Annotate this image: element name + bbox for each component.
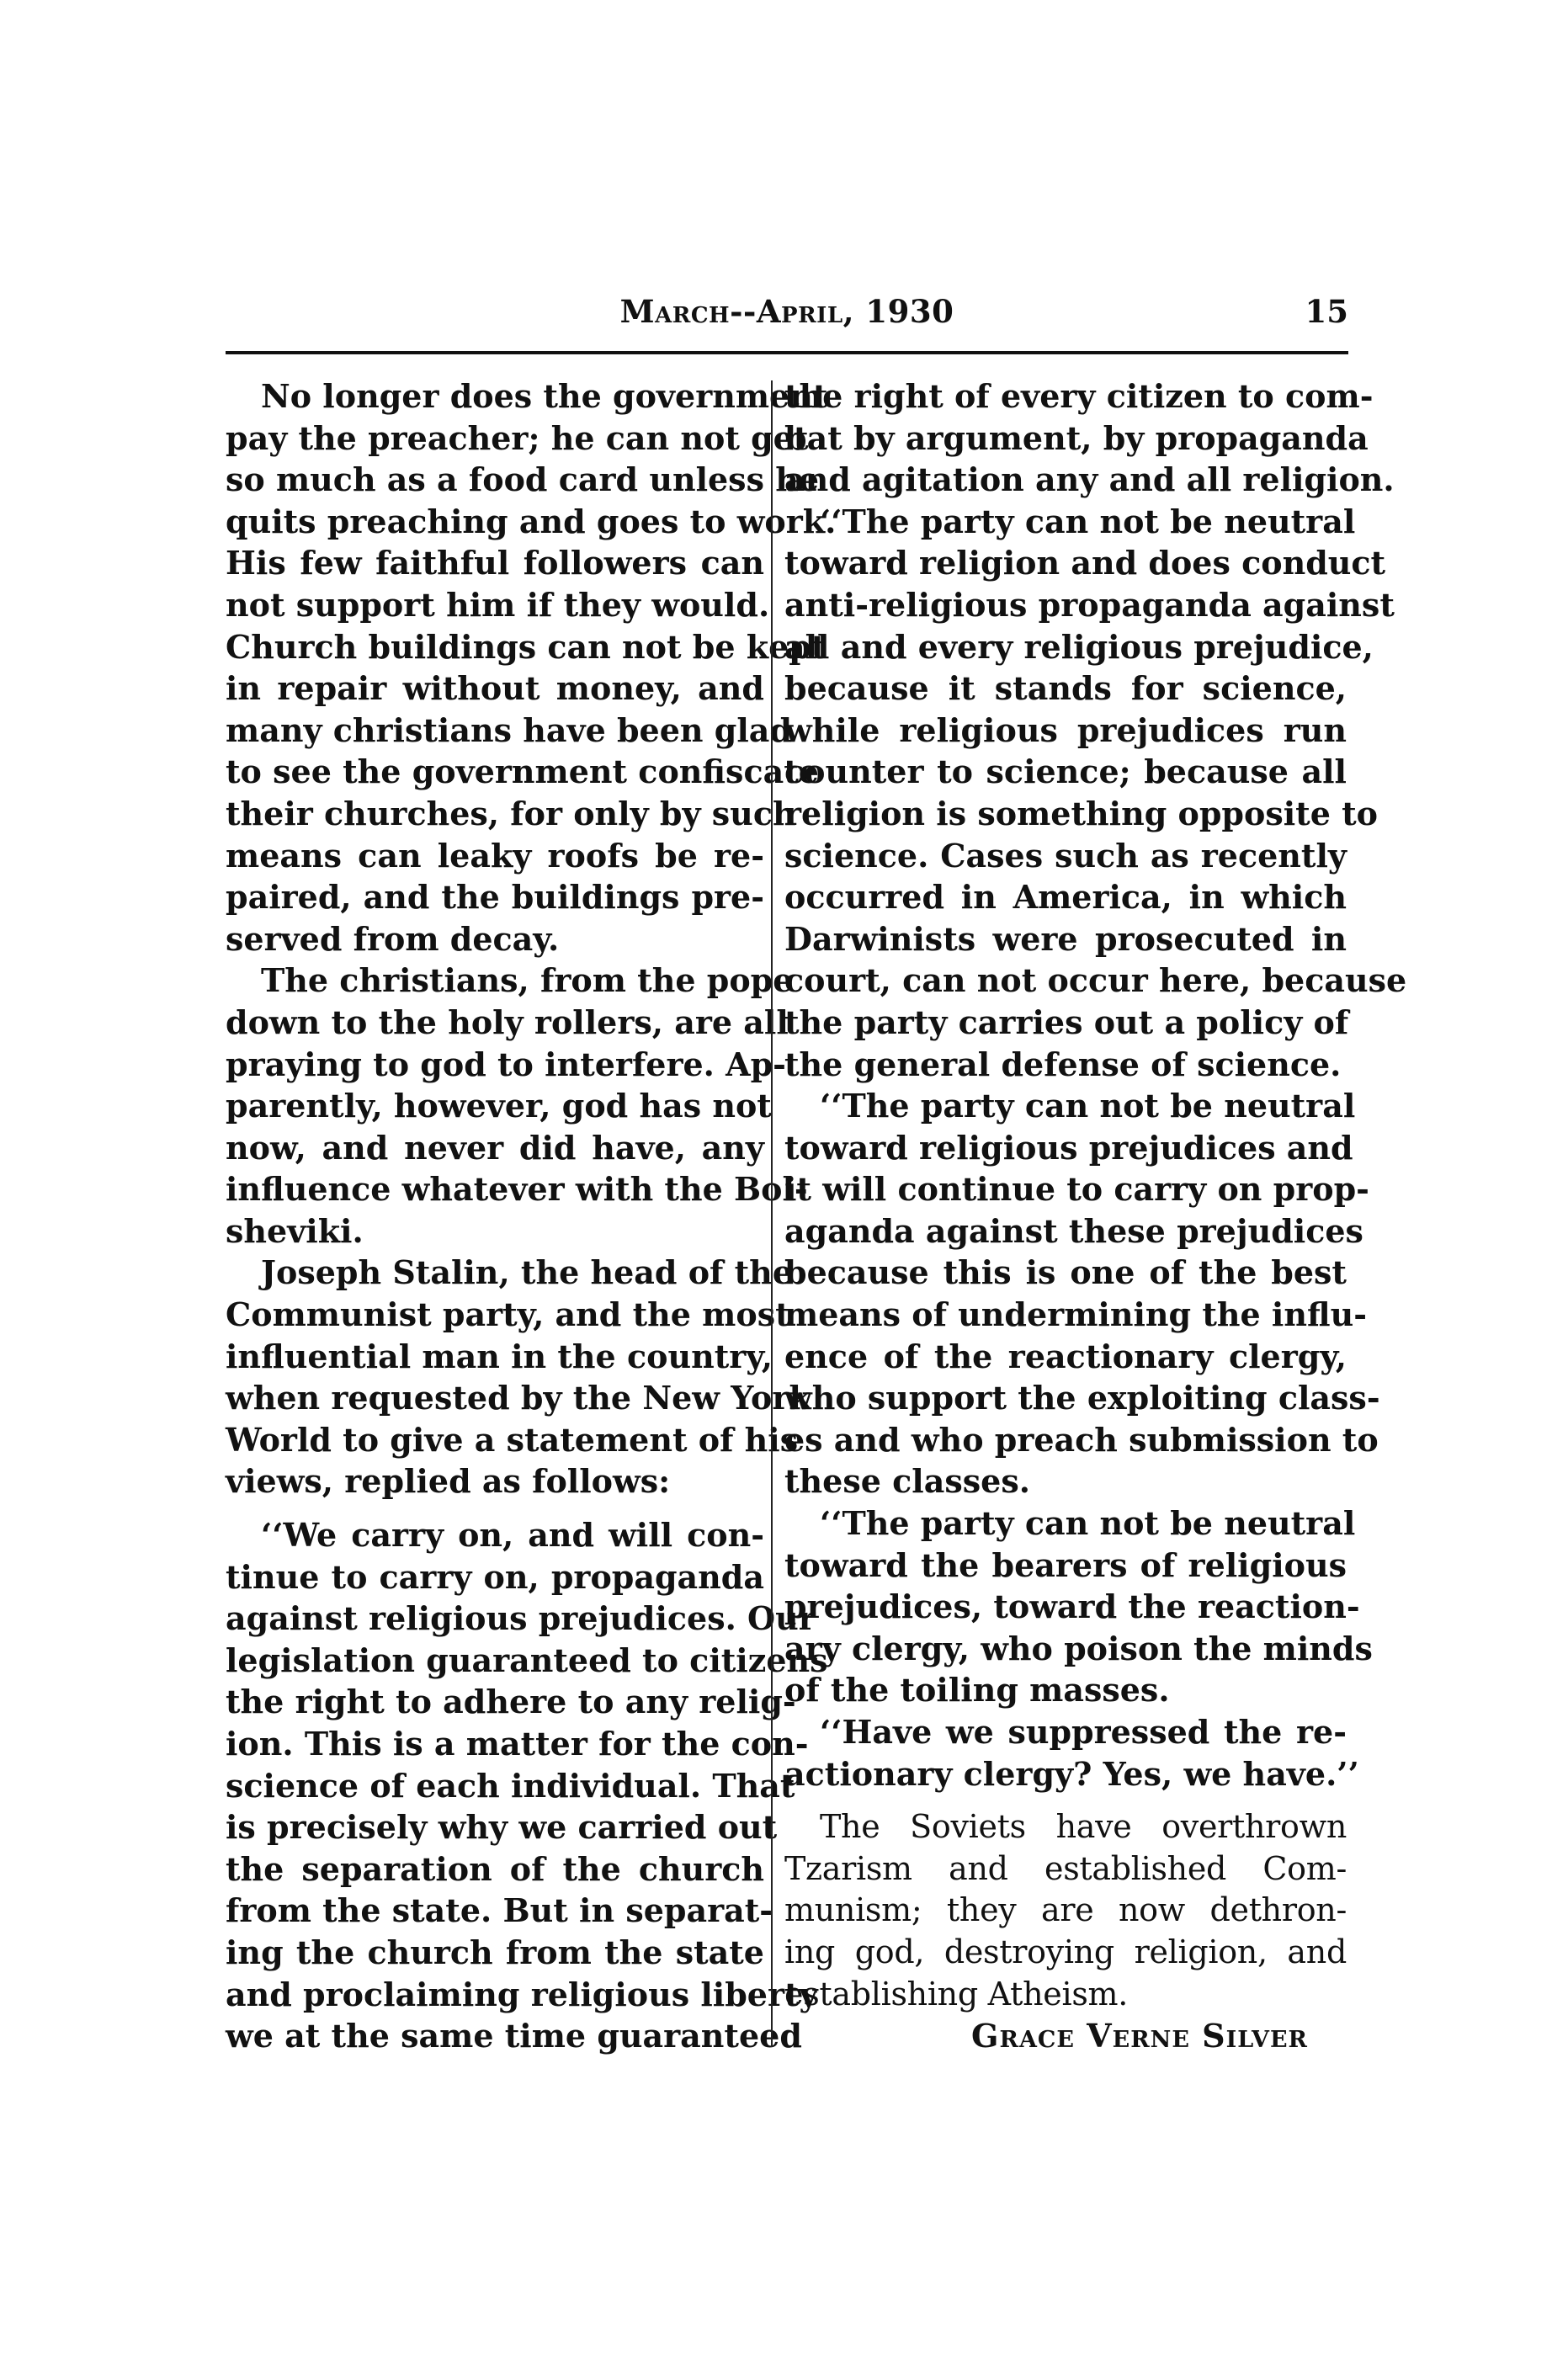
right-column: [784, 375, 1407, 2057]
text-line: quits preaching and goes to work.: [226, 502, 837, 540]
text-line: is precisely why we carried out: [226, 1808, 778, 1847]
text-line: No longer does the government: [261, 377, 828, 415]
header-rule: [226, 351, 1348, 354]
text-line: anti-religious propaganda against: [784, 585, 1395, 624]
text-line: because this is one of the best: [784, 1253, 1347, 1292]
column-divider: [771, 380, 773, 2047]
author-signature: Grace Verne Silver: [971, 2017, 1308, 2055]
text-line: counter to science; because all: [784, 752, 1347, 791]
text-line: toward religion and does conduct: [784, 544, 1386, 582]
text-line: the party carries out a policy of: [784, 1002, 1349, 1041]
text-line: Tzarism and established Com-: [784, 1849, 1347, 1887]
text-line: down to the holy rollers, are all: [226, 1002, 789, 1041]
left-column: [226, 375, 837, 2057]
text-line: we at the same time guaranteed: [226, 2017, 802, 2055]
text-line: ence of the reactionary clergy,: [784, 1337, 1347, 1375]
text-line: ‘‘The party can not be neutral: [820, 1087, 1356, 1125]
text-line: The christians, from the pope: [261, 961, 794, 1000]
text-line: against religious prejudices. Our: [226, 1599, 816, 1638]
text-line: not support him if they would.: [226, 585, 770, 624]
text-line: pay the preacher; he can not get: [226, 418, 809, 457]
text-line: World to give a statement of his: [226, 1420, 799, 1459]
text-line: Joseph Stalin, the head of the: [261, 1253, 793, 1292]
text-line: tinue to carry on, propaganda: [226, 1557, 764, 1596]
text-line: many christians have been glad: [226, 710, 792, 749]
text-line: toward the bearers of religious: [784, 1545, 1347, 1584]
text-line: Communist party, and the most: [226, 1295, 790, 1334]
text-line: parently, however, god has not: [226, 1087, 772, 1125]
text-line: the right to adhere to any relig-: [226, 1683, 796, 1721]
paragraph-gap: [226, 1502, 764, 1514]
text-line: occurred in America, in which: [784, 878, 1347, 917]
text-line: His few faithful followers can: [226, 544, 764, 582]
text-line: and proclaiming religious liberty: [226, 1975, 818, 2013]
text-line: The Soviets have overthrown: [820, 1808, 1347, 1846]
text-line: actionary clergy? Yes, we have.’’: [784, 1754, 1359, 1793]
text-line: means can leaky roofs be re-: [226, 836, 764, 875]
text-line: while religious prejudices run: [784, 710, 1347, 749]
text-line: the general defense of science.: [784, 1045, 1342, 1083]
paragraph-gap: [784, 1795, 1347, 1806]
text-line: ary clergy, who poison the minds: [784, 1629, 1373, 1667]
text-line: so much as a food card unless he: [226, 460, 820, 499]
text-line: their churches, for only by such: [226, 794, 796, 832]
text-line: aganda against these prejudices: [784, 1211, 1363, 1250]
text-line: ing the church from the state: [226, 1933, 764, 1971]
text-line: influence whatever with the Bol-: [226, 1170, 808, 1209]
text-line: science of each individual. That: [226, 1766, 795, 1805]
text-line: ing god, destroying religion, and: [784, 1933, 1347, 1970]
text-line: ‘‘Have we suppressed the re-: [820, 1713, 1347, 1751]
text-line: establishing Atheism.: [784, 1975, 1129, 2013]
text-line: it will continue to carry on prop-: [784, 1170, 1369, 1209]
text-line: paired, and the buildings pre-: [226, 878, 764, 917]
running-head: March--April, 1930: [619, 293, 954, 330]
text-line: served from decay.: [226, 919, 560, 958]
text-line: who support the exploiting class-: [784, 1379, 1380, 1417]
text-line: es and who preach submission to: [784, 1420, 1379, 1459]
text-line: ‘‘We carry on, and will con-: [261, 1516, 764, 1555]
text-line: in repair without money, and: [226, 669, 764, 708]
text-line: munism; they are now dethron-: [784, 1891, 1347, 1929]
text-line: the separation of the church: [226, 1849, 764, 1888]
text-line: to see the government confiscate: [226, 752, 819, 791]
text-line: court, can not occur here, because: [784, 961, 1407, 1000]
text-line: from the state. But in separat-: [226, 1891, 773, 1930]
text-line: ion. This is a matter for the con-: [226, 1725, 809, 1763]
text-line: science. Cases such as recently: [784, 836, 1347, 875]
text-line: and agitation any and all religion.: [784, 460, 1395, 499]
text-line: toward religious prejudices and: [784, 1128, 1353, 1167]
page-number: 15: [1305, 293, 1348, 330]
text-line: means of undermining the influ-: [784, 1295, 1368, 1334]
text-line: religion is something opposite to: [784, 794, 1379, 832]
text-line: these classes.: [784, 1462, 1030, 1501]
text-line: views, replied as follows:: [226, 1462, 671, 1501]
text-line: bat by argument, by propaganda: [784, 418, 1369, 457]
text-line: of the toiling masses.: [784, 1671, 1170, 1710]
page-header: [226, 286, 1348, 337]
text-line: the right of every citizen to com-: [784, 377, 1374, 415]
text-line: legislation guaranteed to citizens: [226, 1641, 828, 1679]
text-line: when requested by the New York: [226, 1379, 811, 1417]
text-line: ‘‘The party can not be neutral: [820, 1504, 1356, 1543]
text-line: ‘‘The party can not be neutral: [820, 502, 1356, 540]
text-line: sheviki.: [226, 1211, 364, 1250]
text-line: because it stands for science,: [784, 669, 1347, 708]
text-line: all and every religious prejudice,: [784, 627, 1374, 666]
text-line: Church buildings can not be kept: [226, 627, 827, 666]
text-line: praying to god to interfere. Ap-: [226, 1045, 786, 1083]
text-line: influential man in the country,: [226, 1337, 773, 1375]
text-line: now, and never did have, any: [226, 1128, 764, 1167]
text-line: prejudices, toward the reaction-: [784, 1587, 1360, 1626]
text-line: Darwinists were prosecuted in: [784, 919, 1347, 958]
